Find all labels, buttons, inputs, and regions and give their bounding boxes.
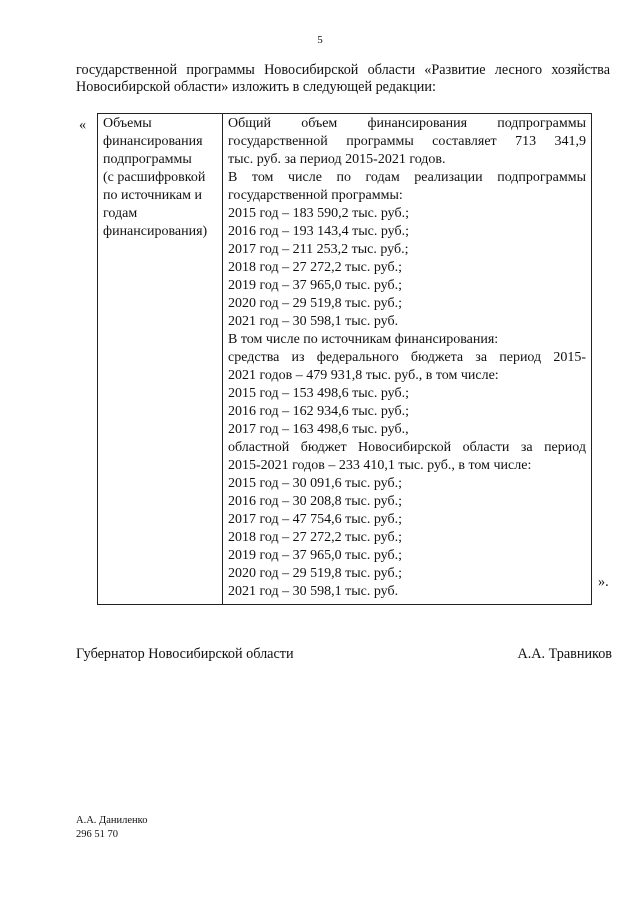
regional-year-line: 2019 год – 37 965,0 тыс. руб.; <box>228 548 402 563</box>
regional-year-line: 2015 год – 30 091,6 тыс. руб.; <box>228 476 402 491</box>
intro-line-2: Новосибирской области» изложить в следующей редакции: <box>76 79 436 95</box>
executor-block <box>76 814 147 842</box>
regional-year-line: 2020 год – 29 519,8 тыс. руб.; <box>228 566 402 581</box>
year-amount-line: 2018 год – 27 272,2 тыс. руб.; <box>228 260 402 275</box>
quote-open-mark: « <box>79 117 87 133</box>
financing-table <box>97 113 592 605</box>
executor-name: А.А. Даниленко <box>76 815 148 826</box>
regional-year-line: 2018 год – 27 272,2 тыс. руб.; <box>228 530 402 545</box>
total-line: тыс. руб. за период 2015-2021 годов. <box>228 152 446 167</box>
year-amount-line: 2020 год – 29 519,8 тыс. руб.; <box>228 296 402 311</box>
label-line: годам <box>103 206 138 221</box>
regional-line: областной бюджет Новосибирской области за период <box>228 440 586 455</box>
label-line: финансирования <box>103 134 203 149</box>
federal-line: 2021 годов – 479 931,8 тыс. руб., в том числе: <box>228 368 499 383</box>
table-content-cell <box>223 114 592 605</box>
total-line: Общий объем финансирования подпрограммы <box>228 116 586 131</box>
signature-name: А.А. Травников <box>517 646 612 662</box>
federal-year-line: 2015 год – 153 498,6 тыс. руб.; <box>228 386 409 401</box>
quote-close-mark: ». <box>598 574 609 590</box>
page-number: 5 <box>317 34 323 46</box>
by-year-intro-line: государственной программы: <box>228 188 403 203</box>
year-amount-line: 2021 год – 30 598,1 тыс. руб. <box>228 314 399 329</box>
label-line: Объемы <box>103 116 152 131</box>
year-amount-line: 2017 год – 211 253,2 тыс. руб.; <box>228 242 409 257</box>
financing-row <box>98 114 592 605</box>
table-label-cell <box>98 114 223 605</box>
regional-year-line: 2016 год – 30 208,8 тыс. руб.; <box>228 494 402 509</box>
regional-line: 2015-2021 годов – 233 410,1 тыс. руб., в том числе: <box>228 458 532 473</box>
year-amount-line: 2019 год – 37 965,0 тыс. руб.; <box>228 278 402 293</box>
total-line: государственной программы составляет 713 341,9 <box>228 134 586 149</box>
label-line: финансирования) <box>103 224 208 239</box>
intro-paragraph <box>76 62 610 96</box>
federal-line: средства из федерального бюджета за период 2015- <box>228 350 586 365</box>
signature-position: Губернатор Новосибирской области <box>76 646 294 662</box>
executor-phone: 296 51 70 <box>76 829 118 840</box>
label-line: (с расшифровкой <box>103 170 206 185</box>
year-amount-line: 2016 год – 193 143,4 тыс. руб.; <box>228 224 409 239</box>
label-line: по источникам и <box>103 188 202 203</box>
regional-year-line: 2021 год – 30 598,1 тыс. руб. <box>228 584 399 599</box>
sources-intro-line: В том числе по источникам финансирования: <box>228 332 499 347</box>
federal-year-line: 2017 год – 163 498,6 тыс. руб., <box>228 422 409 437</box>
federal-year-line: 2016 год – 162 934,6 тыс. руб.; <box>228 404 409 419</box>
regional-year-line: 2017 год – 47 754,6 тыс. руб.; <box>228 512 402 527</box>
by-year-intro-line: В том числе по годам реализации подпрограммы <box>228 170 586 185</box>
label-line: подпрограммы <box>103 152 192 167</box>
intro-line-1: государственной программы Новосибирской области «Развитие лесного хозяйства <box>76 62 610 78</box>
year-amount-line: 2015 год – 183 590,2 тыс. руб.; <box>228 206 409 221</box>
